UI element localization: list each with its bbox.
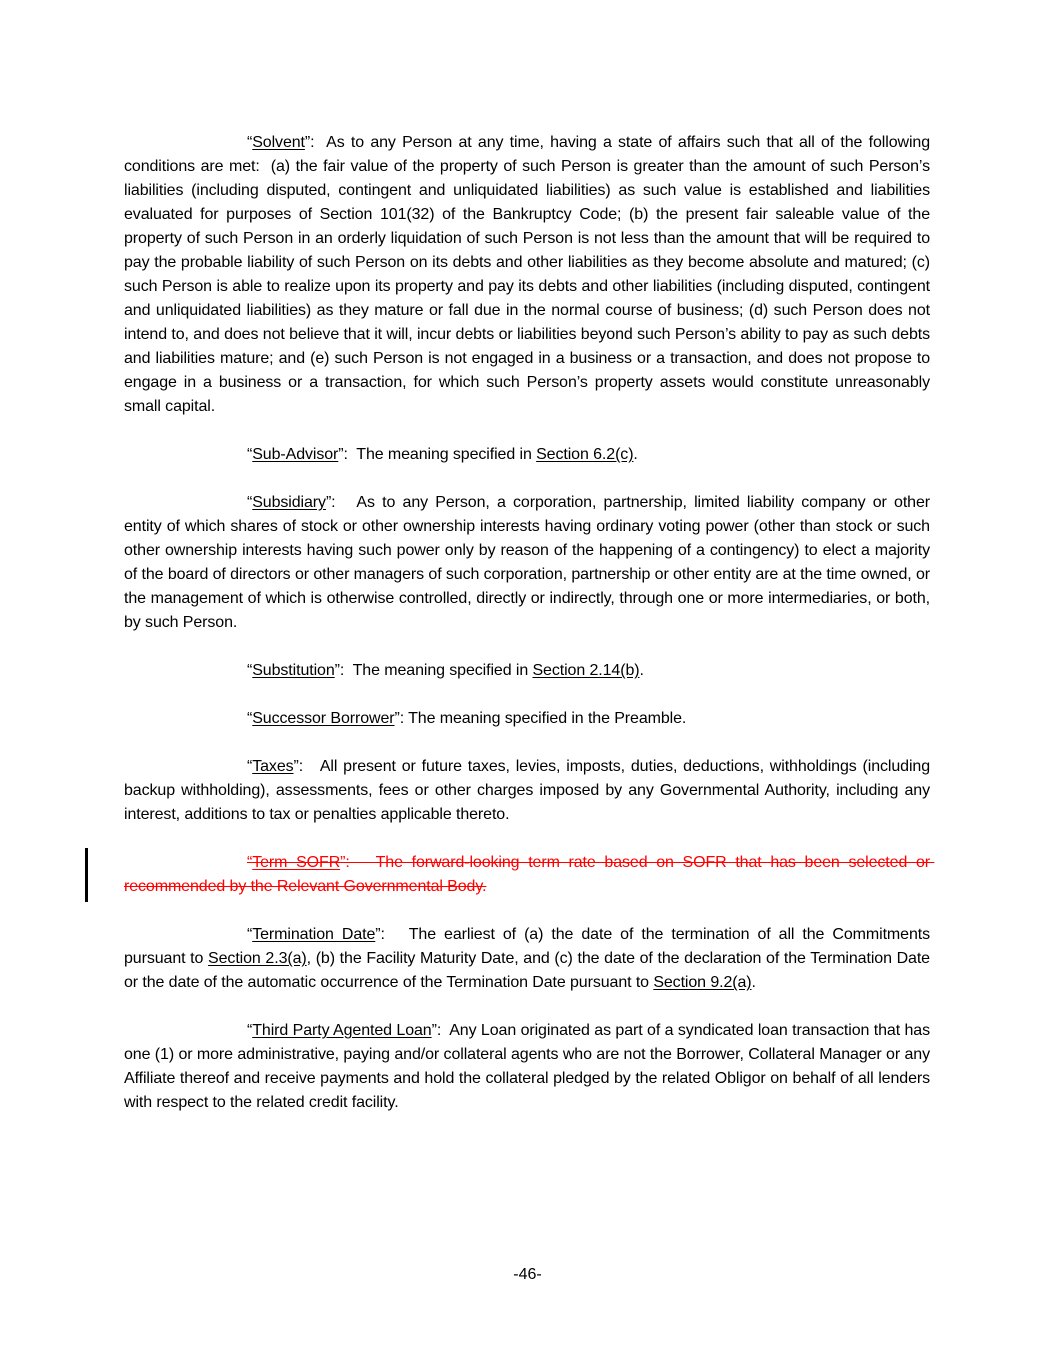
definition-subsidiary bbox=[124, 491, 935, 635]
definition-taxes bbox=[124, 755, 935, 827]
text-run: “ bbox=[247, 662, 253, 679]
text-run: “ bbox=[247, 446, 253, 463]
underlined-term: Section 6.2(c) bbox=[536, 446, 634, 463]
underlined-term: Successor Borrower bbox=[252, 710, 395, 727]
definition-solvent bbox=[124, 131, 935, 419]
text-run: ”: As to any Person at any time, having a state of affairs such that all of the following conditions are met: (a) the fair value of the property of such Person is greater than the amount of such Person’s liabilities (including disputed, contingent and unliquidated liabilities) as such value is established and liabilities evaluated for purposes of Section 101(32) of the Bankruptcy Code; (b) the present fair saleable value of the property of such Person in an orderly liquidation of such Person is not less than the amount that will be required to pay the probable liability of such Person on its debts and other liabilities as they become absolute and matured; (c) such Person is able to realize upon its property and pay its debts and other liabilities (including disputed, contingent and unliquidated liabilities) as they mature or fall due in the normal course of business; (d) such Person does not intend to, and does not believe that it will, incur debts or liabilities beyond such Person’s ability to pay as such debts and liabilities mature; and (e) such Person is not engaged in a business or a transaction, and does not propose to engage in a business or a transaction, for which such Person’s property assets would constitute unreasonably small capital. bbox=[124, 134, 935, 415]
underlined-term: Section 2.3(a) bbox=[208, 950, 307, 967]
underlined-term: Section 2.14(b) bbox=[532, 662, 640, 679]
page-number: -46- bbox=[513, 1266, 542, 1283]
underlined-term: Third Party Agented Loan bbox=[252, 1022, 432, 1039]
text-run: . bbox=[639, 662, 644, 679]
underlined-term: Termination Date bbox=[252, 926, 376, 943]
underlined-term: Section 9.2(a) bbox=[653, 974, 752, 991]
text-run: , (b) the Facility Maturity Date, and (c) the date of the declaration of the Termination Date or the date of the automatic occurrence of the Termination Date pursuant to bbox=[124, 950, 935, 991]
document-body bbox=[124, 131, 935, 1139]
text-run: ”: The forward-looking term rate based on SOFR that has been selected or recommended by the Relevant Governmental Body. bbox=[124, 854, 935, 895]
text-run: “ bbox=[247, 1022, 253, 1039]
definition-term-sofr bbox=[124, 851, 935, 899]
underlined-term: Term SOFR bbox=[252, 854, 341, 871]
definition-successor-borrower bbox=[124, 707, 930, 731]
text-run: “ bbox=[247, 494, 253, 511]
text-run: ”: As to any Person, a corporation, partnership, limited liability company or other entity of which shares of stock or other ownership interests having ordinary voting power (other than stock or such other ownership interests having such power only by reason of the happening of a contingency) to elect a majority of the board of directors or other managers of such corporation, partnership or other entity are at the time owned, or the management of which is otherwise controlled, directly or indirectly, through one or more intermediaries, or both, by such Person. bbox=[124, 494, 935, 631]
text-run: ”: The earliest of (a) the date of the termination of all the Commitments pursuant to bbox=[124, 926, 935, 967]
text-run: ”: The meaning specified in bbox=[338, 446, 537, 463]
underlined-term: Sub-Advisor bbox=[252, 446, 339, 463]
underlined-term: Taxes bbox=[252, 758, 294, 775]
underlined-term: Solvent bbox=[252, 134, 305, 151]
text-run: ”: The meaning specified in the Preamble. bbox=[394, 710, 687, 727]
underlined-term: Subsidiary bbox=[252, 494, 326, 511]
text-run: “ bbox=[247, 926, 253, 943]
text-run: “ bbox=[247, 854, 253, 871]
definition-sub-advisor bbox=[124, 443, 930, 467]
underlined-term: Substitution bbox=[252, 662, 335, 679]
text-run: “ bbox=[247, 134, 253, 151]
text-run: ”: The meaning specified in bbox=[334, 662, 533, 679]
text-run: “ bbox=[247, 710, 253, 727]
definition-third-party-agented-loan bbox=[124, 1019, 935, 1115]
text-run: ”: All present or future taxes, levies, imposts, duties, deductions, withholdings (including backup withholding), assessments, fees or other charges imposed by any Governmental Authority, including any interest, additions to tax or penalties applicable thereto. bbox=[124, 758, 935, 823]
text-run: ”: Any Loan originated as part of a syndicated loan transaction that has one (1) or more administrative, paying and/or collateral agents who are not the Borrower, Collateral Manager or any Affiliate thereof and receive payments and hold the collateral pledged by the related Obligor on behalf of all lenders with respect to the related credit facility. bbox=[124, 1022, 935, 1111]
text-run: . bbox=[633, 446, 638, 463]
text-run: . bbox=[751, 974, 756, 991]
definition-termination-date bbox=[124, 923, 935, 995]
text-run: “ bbox=[247, 758, 253, 775]
change-bar bbox=[85, 848, 88, 902]
definition-substitution bbox=[124, 659, 930, 683]
